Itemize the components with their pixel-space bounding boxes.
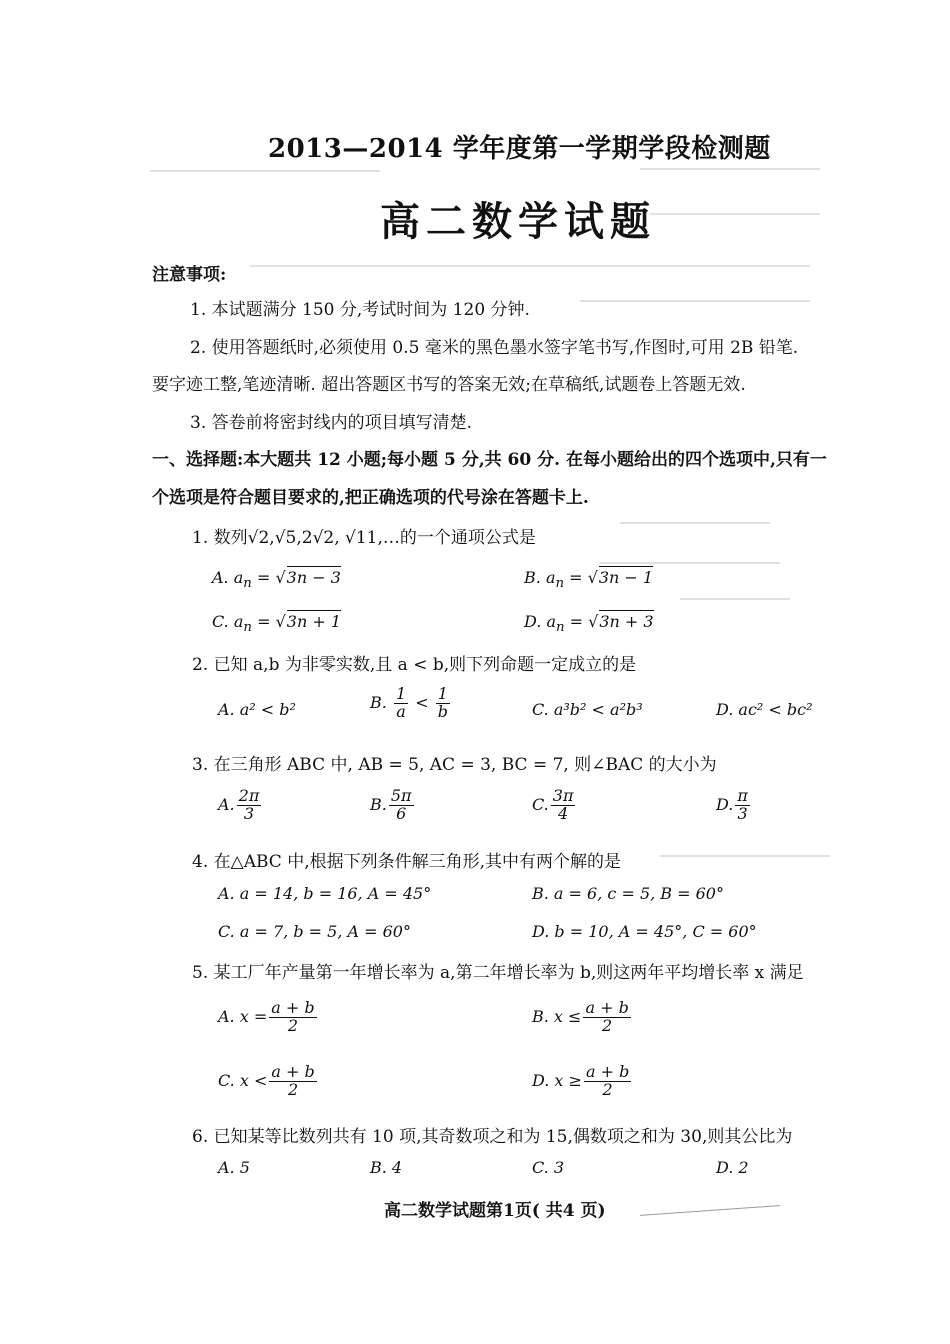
numerator: a + b: [585, 998, 629, 1017]
numerator: 3π: [552, 786, 574, 805]
page-title: 高二数学试题: [380, 198, 656, 245]
option-d: D. 2: [716, 1158, 749, 1177]
fraction: [394, 686, 408, 721]
numerator: a + b: [585, 1062, 630, 1081]
question-1-stem: 1. 数列√2,√5,2√2, √11,…的一个通项公式是: [192, 528, 536, 548]
option-d: D. $a_n = √3n + 3$: [524, 612, 654, 636]
section-heading: 个选项是符合题目要求的,把正确选项的代号涂在答题卡上.: [152, 488, 589, 508]
option-a: A. $a_n = √3n - 3$: [212, 568, 341, 592]
option-b: B. $a_n = √3n - 1$: [524, 568, 654, 592]
option-c: C. a³b² < a²b³: [532, 700, 643, 719]
scan-noise: [620, 522, 770, 524]
scan-noise: [650, 213, 820, 215]
denominator: 3: [243, 803, 255, 823]
note-item: 3. 答卷前将密封线内的项目填写清楚.: [190, 413, 473, 433]
page-footer: 高二数学试题第1页( 共4 页): [384, 1201, 606, 1221]
equals-sign: =: [564, 612, 589, 631]
question-1-prefix: 1. 数列: [192, 528, 248, 548]
section-heading: 一、选择题:本大题共 12 小题;每小题 5 分,共 60 分. 在每小题给出的四个选项中,只有一: [152, 450, 827, 470]
option-b: B. 4: [370, 1158, 403, 1177]
subscript: n: [555, 620, 565, 636]
sequence-term: √11: [345, 528, 378, 548]
option-a: A. a² < b²: [218, 700, 296, 719]
note-item: 要字迹工整,笔迹清晰. 超出答题区书写的答案无效;在草稿纸,试题卷上答题无效.: [152, 375, 746, 395]
numerator: 1: [395, 684, 407, 703]
question-6-stem: 6. 已知某等比数列共有 10 项,其奇数项之和为 15,偶数项之和为 30,则其公比为: [192, 1127, 793, 1147]
option-label: B.: [370, 692, 387, 712]
radicand: 3n − 3: [286, 568, 341, 587]
scan-noise: [680, 598, 790, 600]
option-label: B.: [370, 794, 387, 814]
fraction: [735, 788, 750, 823]
fraction: [436, 686, 450, 721]
radicand: 3n + 3: [599, 612, 654, 631]
radicand: 3n − 1: [598, 568, 654, 587]
option-b: [532, 1000, 633, 1035]
note-item: 2. 使用答题纸时,必须使用 0.5 毫米的黑色墨水签字笔书写,作图时,可用 2B 铅笔.: [190, 338, 799, 358]
numerator: a + b: [271, 1062, 315, 1081]
option-b: [370, 788, 416, 823]
footer-scan-line: [640, 1205, 780, 1216]
fraction: [583, 1000, 630, 1035]
scan-noise: [150, 170, 380, 172]
option-label: B.: [524, 568, 541, 587]
term: a: [233, 568, 244, 587]
notes-heading: 注意事项:: [152, 265, 227, 285]
numerator: π: [737, 786, 748, 805]
term: a: [545, 568, 556, 587]
scan-noise: [600, 562, 780, 564]
denominator: a: [396, 701, 406, 721]
fraction: [551, 788, 576, 823]
option-d: D. b = 10, A = 45°, C = 60°: [532, 922, 757, 941]
option-d: [716, 788, 752, 823]
option-c: C. $a_n = √3n + 1$: [212, 612, 342, 636]
option-prefix: B. x ≤: [532, 1006, 582, 1026]
less-than-sign: <: [415, 692, 429, 712]
option-prefix: D. x ≥: [532, 1070, 582, 1090]
subscript: n: [555, 576, 565, 592]
numerator: a + b: [271, 998, 315, 1017]
fraction: [237, 788, 262, 823]
sequence-term: √5: [274, 528, 297, 548]
scan-noise: [640, 168, 820, 170]
numerator: 2π: [238, 786, 260, 805]
option-c: C. a = 7, b = 5, A = 60°: [218, 922, 411, 941]
equals-sign: =: [252, 612, 276, 631]
denominator: 2: [287, 1015, 299, 1035]
numerator: 1: [437, 684, 448, 703]
option-prefix: A. x =: [218, 1006, 268, 1026]
option-d: D. ac² < bc²: [716, 700, 813, 719]
sequence-term: 2√2: [301, 528, 335, 548]
question-5-stem: 5. 某工厂年产量第一年增长率为 a,第二年增长率为 b,则这两年平均增长率 x 满足: [192, 963, 804, 983]
fraction: [269, 1064, 316, 1099]
denominator: b: [437, 701, 448, 721]
subscript: n: [243, 620, 252, 636]
equals-sign: =: [564, 568, 588, 587]
question-1-suffix: ,…的一个通项公式是: [377, 528, 536, 548]
denominator: 2: [287, 1079, 299, 1099]
option-label: D.: [524, 612, 542, 631]
fraction: [269, 1000, 316, 1035]
question-2-stem: 2. 已知 a,b 为非零实数,且 a < b,则下列命题一定成立的是: [192, 655, 637, 675]
equals-sign: =: [251, 568, 276, 587]
fraction: [389, 788, 414, 823]
fraction: [584, 1064, 631, 1099]
note-item: 1. 本试题满分 150 分,考试时间为 120 分钟.: [190, 300, 530, 320]
exam-header: 2013—2014 学年度第一学期学段检测题: [268, 134, 771, 164]
option-label: D.: [716, 794, 734, 814]
option-label: A.: [218, 794, 235, 814]
denominator: 6: [396, 803, 407, 823]
scan-noise: [660, 855, 830, 857]
subscript: n: [243, 576, 252, 592]
denominator: 4: [558, 803, 569, 823]
option-a: [218, 1000, 319, 1035]
radicand: 3n + 1: [286, 612, 342, 631]
term: a: [546, 612, 556, 631]
option-a: A. 5: [218, 1158, 250, 1177]
option-prefix: C. x <: [218, 1070, 268, 1090]
numerator: 5π: [390, 786, 412, 805]
denominator: 2: [602, 1015, 613, 1035]
question-4-stem: 4. 在△ABC 中,根据下列条件解三角形,其中有两个解的是: [192, 852, 622, 872]
option-c: C. 3: [532, 1158, 565, 1177]
term: a: [233, 612, 244, 631]
option-a: [218, 788, 263, 823]
denominator: 2: [602, 1079, 613, 1099]
option-label: A.: [212, 568, 229, 587]
option-c: [218, 1064, 319, 1099]
option-label: C.: [532, 794, 549, 814]
option-a: A. a = 14, b = 16, A = 45°: [218, 884, 432, 903]
option-label: C.: [212, 612, 229, 631]
scan-noise: [580, 300, 810, 302]
option-b: [370, 686, 452, 721]
sequence-term: √2: [247, 528, 270, 548]
denominator: 3: [737, 803, 748, 823]
option-d: [532, 1064, 633, 1099]
question-3-stem: 3. 在三角形 ABC 中, AB = 5, AC = 3, BC = 7, 则∠BAC 的大小为: [192, 755, 717, 775]
scan-noise: [250, 265, 810, 267]
option-b: B. a = 6, c = 5, B = 60°: [532, 884, 724, 903]
option-c: [532, 788, 577, 823]
